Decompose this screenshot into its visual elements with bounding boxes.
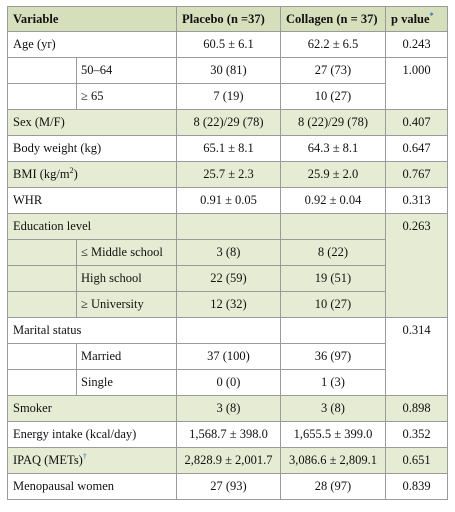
placebo-value: 65.1 ± 8.1 [177, 136, 281, 162]
table-row-menopausal [8, 474, 448, 500]
p-value: 0.651 [386, 448, 448, 474]
placebo-value [177, 318, 281, 344]
indent-cell [8, 344, 77, 370]
header-collagen-text: Collagen (n = 37) [286, 11, 378, 26]
table-row-education [8, 214, 448, 240]
collagen-value: 8 (22)/29 (78) [281, 110, 386, 136]
row-label: High school [77, 266, 177, 292]
row-label-end: ) [73, 167, 78, 181]
row-label: ≥ University [77, 292, 177, 318]
table-row-edu-middle [8, 240, 448, 266]
row-label-ipaq [8, 448, 177, 474]
placebo-value: 37 (100) [177, 344, 281, 370]
table-row-weight [8, 136, 448, 162]
p-value: 0.767 [386, 162, 448, 188]
row-label: Smoker [8, 396, 177, 422]
indent-cell [8, 266, 77, 292]
placebo-value [177, 214, 281, 240]
p-value: 0.839 [386, 474, 448, 500]
collagen-value: 3 (8) [281, 396, 386, 422]
p-value: 0.898 [386, 396, 448, 422]
p-value: 1.000 [386, 58, 448, 110]
row-label: ≤ Middle school [77, 240, 177, 266]
row-label: BMI (kg/m [13, 167, 70, 181]
row-label: WHR [8, 188, 177, 214]
header-row [8, 7, 448, 32]
p-value: 0.243 [386, 32, 448, 58]
placebo-value: 27 (93) [177, 474, 281, 500]
collagen-value: 10 (27) [281, 292, 386, 318]
collagen-value: 27 (73) [281, 58, 386, 84]
row-label: Married [77, 344, 177, 370]
row-label: Age (yr) [8, 32, 177, 58]
p-value: 0.313 [386, 188, 448, 214]
p-value: 0.647 [386, 136, 448, 162]
header-pvalue [386, 7, 448, 32]
header-collagen [281, 7, 386, 32]
collagen-value [281, 214, 386, 240]
p-value: 0.407 [386, 110, 448, 136]
p-value: 0.263 [386, 214, 448, 318]
row-label: 50–64 [77, 58, 177, 84]
collagen-value: 3,086.6 ± 2,809.1 [281, 448, 386, 474]
collagen-value [281, 318, 386, 344]
placebo-value: 22 (59) [177, 266, 281, 292]
placebo-value: 60.5 ± 6.1 [177, 32, 281, 58]
collagen-value: 25.9 ± 2.0 [281, 162, 386, 188]
table-row-edu-high [8, 266, 448, 292]
table-row-energy [8, 422, 448, 448]
pvalue-footnote-mark: * [429, 10, 434, 20]
placebo-value: 7 (19) [177, 84, 281, 110]
bmi-exponent: 2 [69, 165, 74, 175]
table-row-edu-univ [8, 292, 448, 318]
row-label: Body weight (kg) [8, 136, 177, 162]
placebo-value: 0.91 ± 0.05 [177, 188, 281, 214]
header-variable [8, 7, 177, 32]
placebo-value: 30 (81) [177, 58, 281, 84]
header-placebo [177, 7, 281, 32]
placebo-value: 25.7 ± 2.3 [177, 162, 281, 188]
collagen-value: 19 (51) [281, 266, 386, 292]
p-value: 0.352 [386, 422, 448, 448]
collagen-value: 8 (22) [281, 240, 386, 266]
placebo-value: 3 (8) [177, 396, 281, 422]
table-row-ipaq [8, 448, 448, 474]
table-row-whr [8, 188, 448, 214]
baseline-characteristics-table [7, 6, 448, 500]
row-label: ≥ 65 [77, 84, 177, 110]
collagen-value: 28 (97) [281, 474, 386, 500]
ipaq-footnote-mark: † [82, 451, 87, 461]
indent-cell [8, 84, 77, 110]
table-row-age-50-64 [8, 58, 448, 84]
table-row-sex [8, 110, 448, 136]
table-row-bmi [8, 162, 448, 188]
table-row-age [8, 32, 448, 58]
indent-cell [8, 58, 77, 84]
row-label: Energy intake (kcal/day) [8, 422, 177, 448]
placebo-value: 1,568.7 ± 398.0 [177, 422, 281, 448]
placebo-value: 2,828.9 ± 2,001.7 [177, 448, 281, 474]
placebo-value: 12 (32) [177, 292, 281, 318]
header-variable-text: Variable [13, 11, 59, 26]
placebo-value: 0 (0) [177, 370, 281, 396]
indent-cell [8, 240, 77, 266]
table-row-age-65 [8, 84, 448, 110]
table-row-married [8, 344, 448, 370]
collagen-value: 0.92 ± 0.04 [281, 188, 386, 214]
placebo-value: 3 (8) [177, 240, 281, 266]
row-label: Education level [8, 214, 177, 240]
row-label: Menopausal women [8, 474, 177, 500]
table-row-single [8, 370, 448, 396]
row-label: Single [77, 370, 177, 396]
placebo-value: 8 (22)/29 (78) [177, 110, 281, 136]
p-value: 0.314 [386, 318, 448, 396]
table-row-smoker [8, 396, 448, 422]
row-label: Sex (M/F) [8, 110, 177, 136]
collagen-value: 64.3 ± 8.1 [281, 136, 386, 162]
row-label: Marital status [8, 318, 177, 344]
row-label: IPAQ (METs) [13, 453, 83, 467]
indent-cell [8, 292, 77, 318]
collagen-value: 10 (27) [281, 84, 386, 110]
header-pvalue-text: p value [391, 11, 430, 26]
collagen-value: 1,655.5 ± 399.0 [281, 422, 386, 448]
row-label-bmi [8, 162, 177, 188]
table-row-marital [8, 318, 448, 344]
header-placebo-text: Placebo (n =37) [182, 11, 265, 26]
collagen-value: 36 (97) [281, 344, 386, 370]
indent-cell [8, 370, 77, 396]
collagen-value: 1 (3) [281, 370, 386, 396]
collagen-value: 62.2 ± 6.5 [281, 32, 386, 58]
